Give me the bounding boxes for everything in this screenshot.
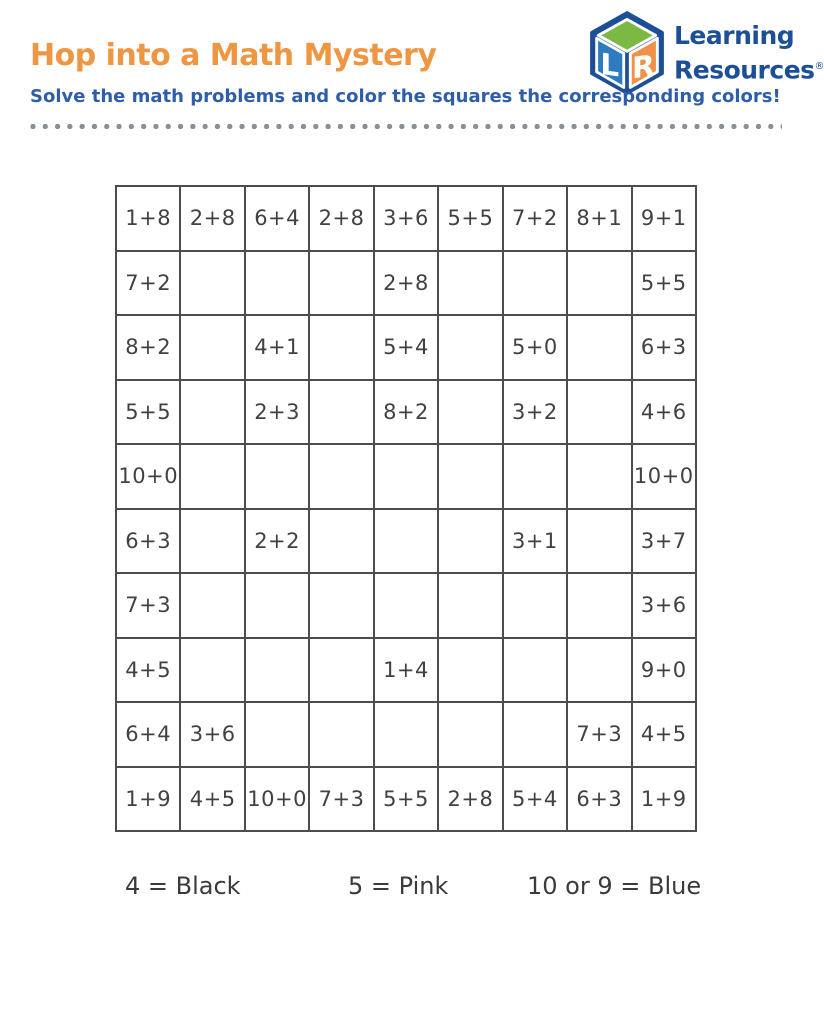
grid-cell-r7c3[interactable] — [246, 574, 308, 637]
grid-cell-r10c5[interactable]: 5+5 — [375, 768, 437, 831]
grid-cell-r2c4[interactable] — [310, 252, 372, 315]
svg-text:L: L — [600, 46, 620, 84]
grid-cell-r4c3[interactable]: 2+3 — [246, 381, 308, 444]
grid-cell-r6c7[interactable]: 3+1 — [504, 510, 566, 573]
grid-cell-r10c8[interactable]: 6+3 — [568, 768, 630, 831]
grid-cell-r4c1[interactable]: 5+5 — [117, 381, 179, 444]
brand-logo-line1: Learning — [674, 21, 795, 51]
grid-cell-r3c9[interactable]: 6+3 — [633, 316, 695, 379]
grid-cell-r7c6[interactable] — [439, 574, 501, 637]
grid-cell-r4c7[interactable]: 3+2 — [504, 381, 566, 444]
grid-cell-r5c8[interactable] — [568, 445, 630, 508]
grid-cell-r2c6[interactable] — [439, 252, 501, 315]
key-item-pink: 5 = Pink — [348, 872, 449, 900]
grid-cell-r10c3[interactable]: 10+0 — [246, 768, 308, 831]
grid-cell-r6c9[interactable]: 3+7 — [633, 510, 695, 573]
grid-cell-r7c4[interactable] — [310, 574, 372, 637]
grid-cell-r3c2[interactable] — [181, 316, 243, 379]
grid-cell-r3c7[interactable]: 5+0 — [504, 316, 566, 379]
color-key — [0, 872, 809, 904]
grid-cell-r3c8[interactable] — [568, 316, 630, 379]
grid-cell-r2c2[interactable] — [181, 252, 243, 315]
math-grid — [115, 185, 697, 832]
grid-cell-r9c9[interactable]: 4+5 — [633, 703, 695, 766]
brand-logo-text — [674, 20, 824, 85]
grid-cell-r9c2[interactable]: 3+6 — [181, 703, 243, 766]
grid-cell-r10c9[interactable]: 1+9 — [633, 768, 695, 831]
grid-cell-r1c4[interactable]: 2+8 — [310, 187, 372, 250]
grid-cell-r10c6[interactable]: 2+8 — [439, 768, 501, 831]
svg-text:R: R — [632, 47, 655, 86]
grid-cell-r5c6[interactable] — [439, 445, 501, 508]
grid-cell-r5c1[interactable]: 10+0 — [117, 445, 179, 508]
grid-cell-r6c8[interactable] — [568, 510, 630, 573]
grid-cell-r1c9[interactable]: 9+1 — [633, 187, 695, 250]
grid-cell-r7c9[interactable]: 3+6 — [633, 574, 695, 637]
grid-cell-r5c7[interactable] — [504, 445, 566, 508]
instructions-text: Solve the math problems and color the squares the corresponding colors! — [30, 86, 781, 107]
grid-cell-r7c8[interactable] — [568, 574, 630, 637]
grid-cell-r2c7[interactable] — [504, 252, 566, 315]
key-item-black: 4 = Black — [125, 872, 241, 900]
brand-logo-line2: Resources® — [674, 55, 824, 85]
grid-cell-r8c6[interactable] — [439, 639, 501, 702]
grid-cell-r8c7[interactable] — [504, 639, 566, 702]
grid-cell-r3c6[interactable] — [439, 316, 501, 379]
grid-cell-r3c4[interactable] — [310, 316, 372, 379]
cube-logo-icon — [586, 12, 668, 94]
grid-cell-r5c2[interactable] — [181, 445, 243, 508]
grid-cell-r2c9[interactable]: 5+5 — [633, 252, 695, 315]
grid-cell-r3c3[interactable]: 4+1 — [246, 316, 308, 379]
grid-cell-r5c9[interactable]: 10+0 — [633, 445, 695, 508]
grid-cell-r10c4[interactable]: 7+3 — [310, 768, 372, 831]
grid-cell-r2c3[interactable] — [246, 252, 308, 315]
grid-cell-r6c5[interactable] — [375, 510, 437, 573]
grid-cell-r5c3[interactable] — [246, 445, 308, 508]
grid-cell-r8c8[interactable] — [568, 639, 630, 702]
grid-cell-r6c1[interactable]: 6+3 — [117, 510, 179, 573]
grid-cell-r8c3[interactable] — [246, 639, 308, 702]
grid-cell-r9c8[interactable]: 7+3 — [568, 703, 630, 766]
grid-cell-r8c1[interactable]: 4+5 — [117, 639, 179, 702]
grid-cell-r9c3[interactable] — [246, 703, 308, 766]
grid-cell-r8c2[interactable] — [181, 639, 243, 702]
grid-cell-r1c6[interactable]: 5+5 — [439, 187, 501, 250]
grid-cell-r1c2[interactable]: 2+8 — [181, 187, 243, 250]
grid-cell-r7c7[interactable] — [504, 574, 566, 637]
grid-cell-r7c2[interactable] — [181, 574, 243, 637]
grid-cell-r10c7[interactable]: 5+4 — [504, 768, 566, 831]
grid-cell-r4c4[interactable] — [310, 381, 372, 444]
grid-cell-r4c6[interactable] — [439, 381, 501, 444]
grid-cell-r1c5[interactable]: 3+6 — [375, 187, 437, 250]
page-title: Hop into a Math Mystery — [30, 38, 437, 73]
grid-cell-r2c5[interactable]: 2+8 — [375, 252, 437, 315]
registered-mark: ® — [814, 61, 824, 73]
grid-cell-r3c1[interactable]: 8+2 — [117, 316, 179, 379]
grid-cell-r8c4[interactable] — [310, 639, 372, 702]
grid-cell-r9c7[interactable] — [504, 703, 566, 766]
grid-cell-r4c2[interactable] — [181, 381, 243, 444]
grid-cell-r6c6[interactable] — [439, 510, 501, 573]
key-item-blue: 10 or 9 = Blue — [527, 872, 702, 900]
grid-cell-r6c3[interactable]: 2+2 — [246, 510, 308, 573]
grid-cell-r1c3[interactable]: 6+4 — [246, 187, 308, 250]
grid-cell-r10c1[interactable]: 1+9 — [117, 768, 179, 831]
brand-logo — [586, 12, 824, 94]
grid-cell-r9c6[interactable] — [439, 703, 501, 766]
grid-cell-r7c1[interactable]: 7+3 — [117, 574, 179, 637]
grid-cell-r5c5[interactable] — [375, 445, 437, 508]
grid-cell-r6c4[interactable] — [310, 510, 372, 573]
grid-cell-r10c2[interactable]: 4+5 — [181, 768, 243, 831]
grid-cell-r4c5[interactable]: 8+2 — [375, 381, 437, 444]
grid-cell-r3c5[interactable]: 5+4 — [375, 316, 437, 379]
grid-cell-r4c9[interactable]: 4+6 — [633, 381, 695, 444]
grid-cell-r9c1[interactable]: 6+4 — [117, 703, 179, 766]
grid-cell-r9c5[interactable] — [375, 703, 437, 766]
grid-cell-r1c8[interactable]: 8+1 — [568, 187, 630, 250]
grid-cell-r8c5[interactable]: 1+4 — [375, 639, 437, 702]
grid-cell-r5c4[interactable] — [310, 445, 372, 508]
grid-cell-r6c2[interactable] — [181, 510, 243, 573]
grid-cell-r1c7[interactable]: 7+2 — [504, 187, 566, 250]
grid-cell-r9c4[interactable] — [310, 703, 372, 766]
grid-cell-r1c1[interactable]: 1+8 — [117, 187, 179, 250]
grid-cell-r4c8[interactable] — [568, 381, 630, 444]
grid-cell-r2c1[interactable]: 7+2 — [117, 252, 179, 315]
grid-cell-r2c8[interactable] — [568, 252, 630, 315]
grid-cell-r8c9[interactable]: 9+0 — [633, 639, 695, 702]
dotted-divider — [30, 123, 782, 130]
grid-cell-r7c5[interactable] — [375, 574, 437, 637]
